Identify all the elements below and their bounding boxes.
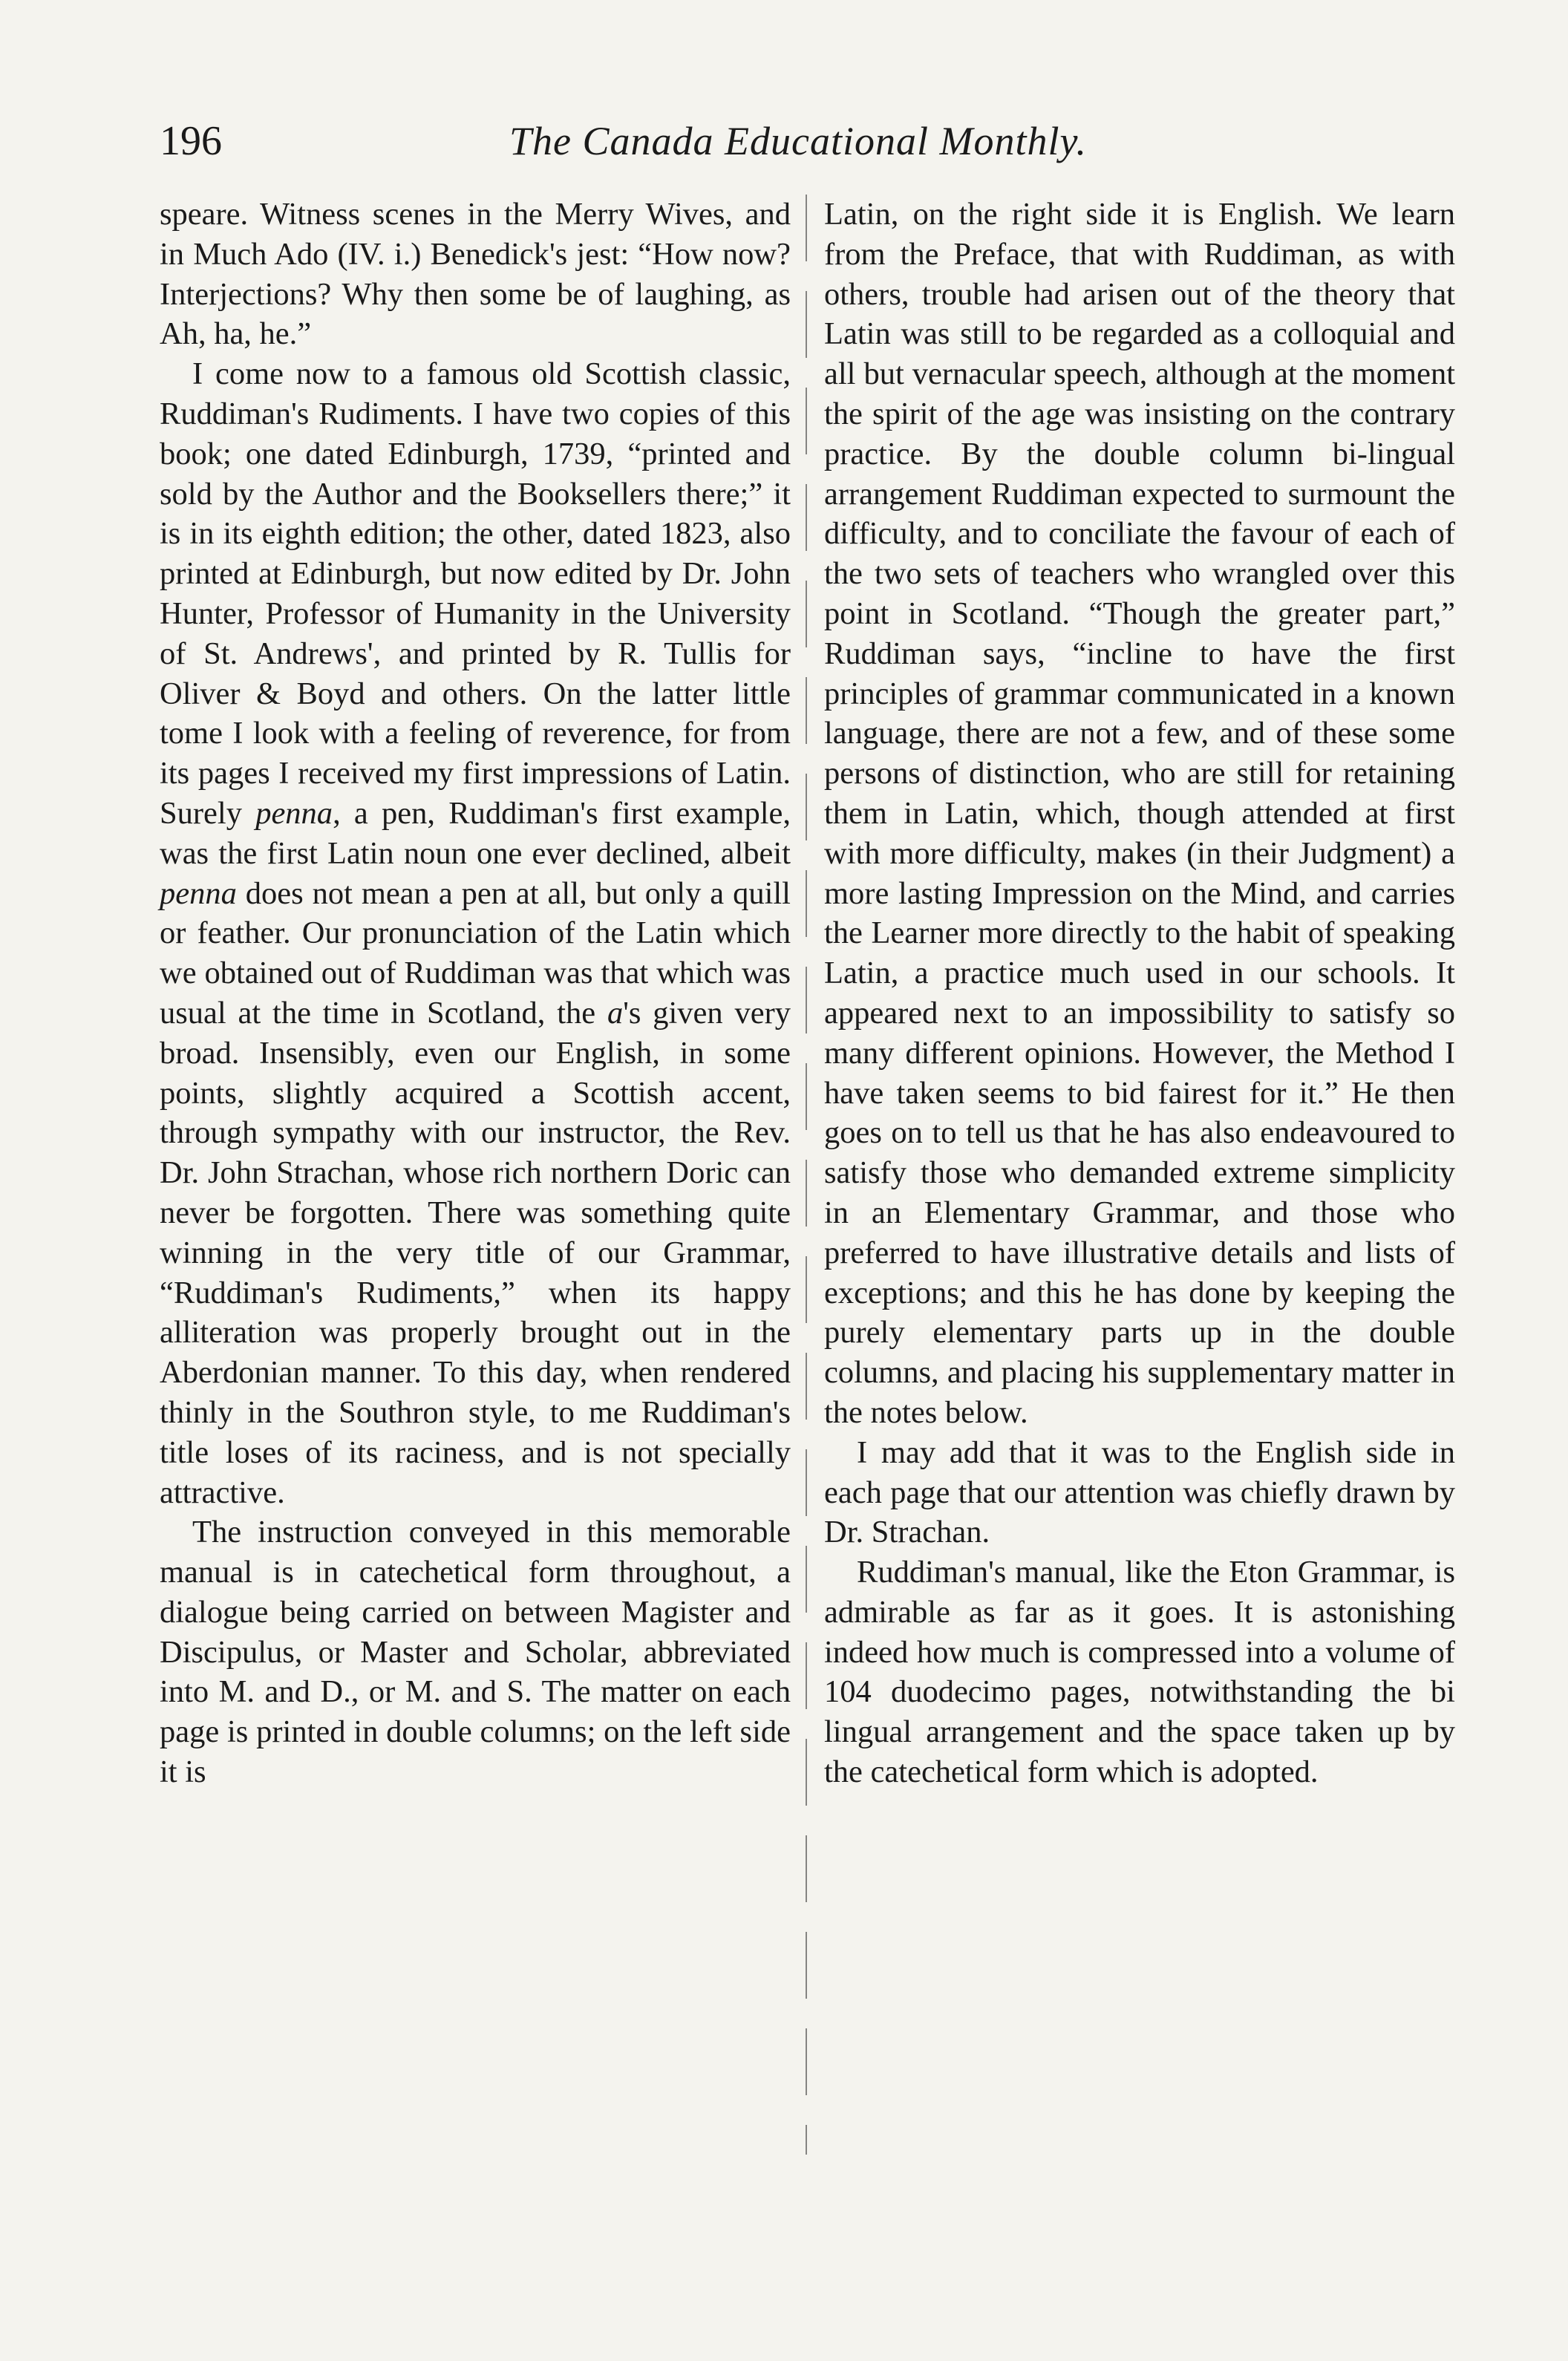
latin-word-penna-2: penna: [160, 875, 237, 911]
page-header: [160, 111, 1437, 171]
left-column: [160, 195, 791, 1792]
right-column: [824, 195, 1455, 1792]
left-paragraph-1: speare. Witness scenes in the Merry Wives, and in Much Ado (IV. i.) Benedick's jest: “How now? Interjections? Why then some be of laughing, as Ah, ha, he.”: [160, 197, 791, 352]
running-title: The Canada Educational Monthly.: [509, 119, 1087, 163]
right-paragraph-2: I may add that it was to the English side in each page that our attention was chiefly drawn by Dr. Strachan.: [824, 1434, 1455, 1550]
page-number: 196: [160, 118, 222, 164]
left-paragraph-2-text-c: does not mean a pen at all, but only a quill or feather. Our pronunciation of the Latin which we obtained out of Ruddiman was that which was usual at the time in Scotland, the: [160, 875, 791, 1031]
letter-a: a: [607, 995, 624, 1031]
left-paragraph-3: The instruction conveyed in this memorable manual is in catechetical form throughout, a dialogue being carried on between Magister and Discipulus, or Master and Scholar, abbreviated into M. and D., or M. and S. The matter on each page is printed in double columns; on the left side it is: [160, 1515, 791, 1790]
left-paragraph-2: [160, 354, 791, 1512]
right-paragraph-3: Ruddiman's manual, like the Eton Grammar, is admirable as far as it goes. It is astonishing indeed how much is compressed into a volume of 104 duodecimo pages, notwithstanding the bi lingual arrangement and the space taken up by the catechetical form which is adopted.: [824, 1555, 1455, 1790]
latin-word-penna: penna: [255, 795, 333, 831]
left-paragraph-2-text-b: , a pen, Ruddiman's first example, was the first Latin noun one ever declined, albeit: [160, 795, 791, 871]
left-paragraph-2-text-d: 's given very broad. Insensibly, even our English, in some points, slightly acquired a Scottish accent, through sympathy with our instructor, the Rev. Dr. John Strachan, whose rich northern Doric can never be forgotten. There was something quite winning in the very title of our Grammar, “Ruddiman's Rudiments,” when its happy alliteration was properly brought out in the Aberdonian manner. To this day, when rendered thinly in the Southron style, to me Ruddiman's title loses of its raciness, and is not specially attractive.: [160, 995, 791, 1510]
column-divider: [806, 195, 807, 2155]
left-paragraph-2-text-a: I come now to a famous old Scottish classic, Ruddiman's Rudiments. I have two copies of this book; one dated Edinburgh, 1739, “printed and sold by the Author and the Booksellers there;” it is in its eighth edition; the other, dated 1823, also printed at Edinburgh, but now edited by Dr. John Hunter, Professor of Humanity in the University of St. Andrews', and printed by R. Tullis for Oliver & Boyd and others. On the latter little tome I look with a feeling of reverence, for from its pages I received my first impressions of Latin. Surely: [160, 356, 791, 831]
right-paragraph-1: Latin, on the right side it is English. We learn from the Preface, that with Ruddiman, as with others, trouble had arisen out of the theory that Latin was still to be regarded as a colloquial and all but vernacular speech, although at the moment the spirit of the age was insisting on the contrary practice. By the double column bi-lingual arrangement Ruddiman expected to surmount the difficulty, and to conciliate the favour of each of the two sets of teachers who wrangled over this point in Scotland. “Though the greater part,” Ruddiman says, “incline to have the first principles of grammar communicated in a known language, there are not a few, and of these some persons of distinction, who are still for retaining them in Latin, which, though attended at first with more difficulty, makes (in their Judgment) a more lasting Impression on the Mind, and carries the Learner more directly to the habit of speaking Latin, a practice much used in our schools. It appeared next to an impossibility to satisfy so many different opinions. However, the Method I have taken seems to bid fairest for it.” He then goes on to tell us that he has also endeavoured to satisfy those who demanded extreme simplicity in an Elementary Grammar, and those who preferred to have illustrative details and lists of exceptions; and this he has done by keeping the purely elementary parts up in the double columns, and placing his supplementary matter in the notes below.: [824, 197, 1455, 1430]
